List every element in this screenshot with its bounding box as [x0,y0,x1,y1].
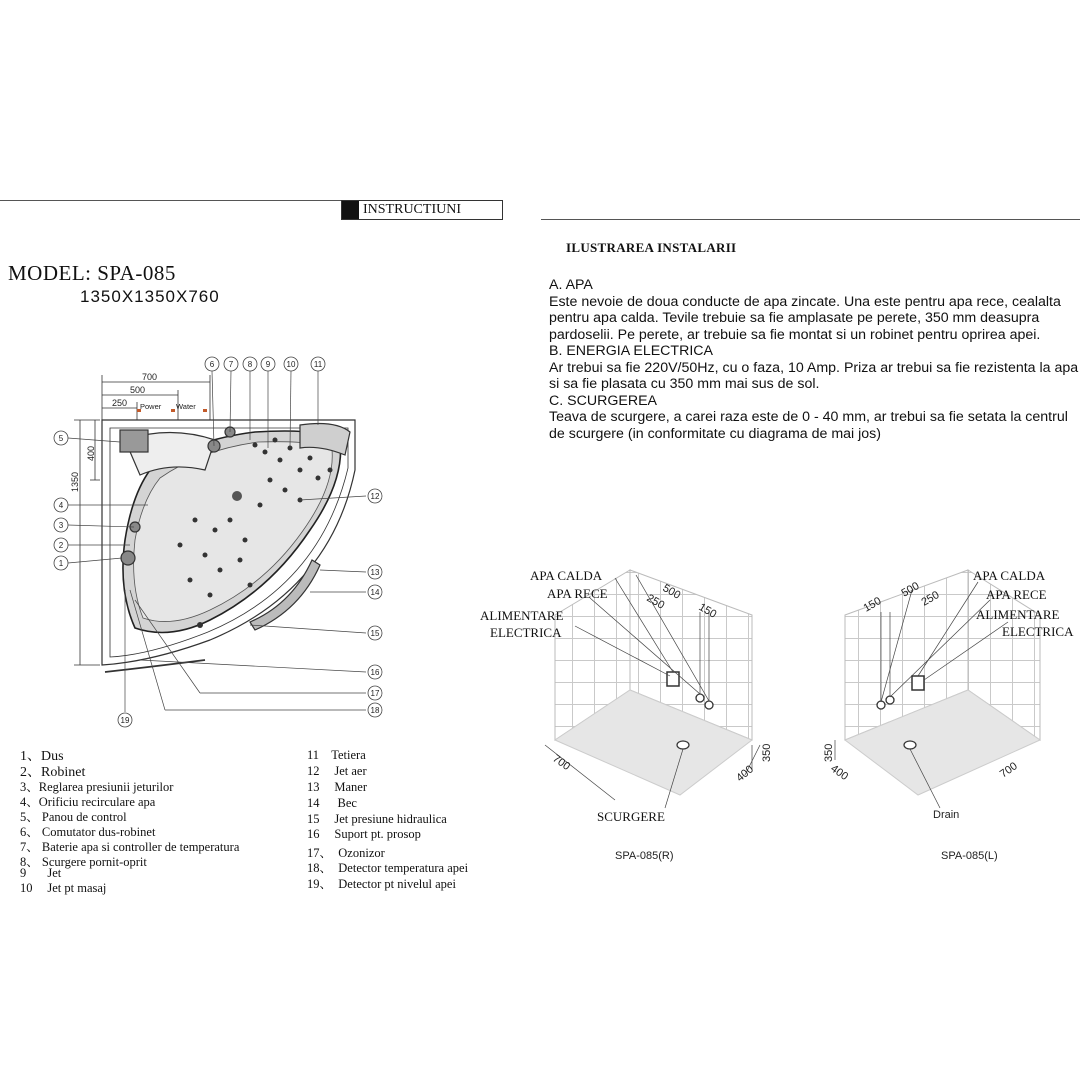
dim-400: 400 [86,445,96,461]
r-d250: 250 [644,592,667,612]
model-label: MODEL: SPA-085 [8,261,176,285]
callout-13: 13 [370,568,380,577]
r-alim-1: ALIMENTARE [480,608,564,623]
legend-item: 15 Jet presiune hidraulica [307,812,447,826]
legend-item: 18、 Detector temperatura apei [307,861,469,875]
legend-item: 14 Bec [307,796,357,810]
l-caption: SPA-085(L) [941,850,998,862]
r-d700: 700 [550,752,573,773]
install-c-text: Teava de scurgere, a carei raza este de 0 - 40 mm, ar trebui sa fie setata la centrul de scurgere (in conformitate cu diagrama de mai jos) [549,409,1068,442]
r-apa-calda: APA CALDA [530,568,603,583]
l-apa-calda: APA CALDA [973,568,1046,583]
model-size: 1350X1350X760 [80,287,220,306]
r-d500: 500 [660,582,683,602]
dim-700: 700 [142,372,158,382]
legend-item: 10 Jet pt masaj [20,881,107,895]
callout-2: 2 [58,541,64,550]
callout-8: 8 [247,360,253,369]
legend-item: 12 Jet aer [307,764,367,778]
callout-4: 4 [58,501,64,510]
dim-1350: 1350 [70,471,80,492]
l-d250: 250 [919,589,942,609]
r-apa-rece: APA RECE [547,586,608,601]
header-tag-text: INSTRUCTIUNI [363,202,461,217]
install-c-title: C. SCURGEREA [549,392,657,409]
install-a-text: Este nevoie de doua conducte de apa zincate. Una este pentru apa rece, cealalta pentru apa calda. Tevile trebuie sa fie amplasate pe perete, 350 mm deasupra pardoselii. Pe perete, ar trebuie sa fie montat si un robinet pentru oprirea apei. [549,293,1061,343]
tub-top-view [102,420,355,672]
r-d350: 350 [761,743,773,762]
r-drain: SCURGERE [597,809,665,824]
callout-12: 12 [370,492,380,501]
callout-14: 14 [370,588,380,597]
dim-water: Water [176,402,196,411]
callout-19: 19 [120,716,130,725]
legend-item: 7、 Baterie apa si controller de temperatura [20,840,240,854]
l-alim-2: ELECTRICA [1002,624,1074,639]
legend-item: 5、 Panou de control [20,810,127,824]
legend-item: 19、 Detector pt nivelul apei [307,877,456,891]
callout-16: 16 [370,668,380,677]
callout-10: 10 [286,360,296,369]
l-alim-1: ALIMENTARE [976,607,1060,622]
dim-power: Power [140,402,162,411]
r-d150: 150 [696,601,719,621]
legend-item: 13 Maner [307,780,367,794]
callout-6: 6 [209,360,215,369]
callout-15: 15 [370,629,380,638]
legend-item: 17、 Ozonizor [307,846,385,860]
l-d150: 150 [861,595,884,615]
l-d500: 500 [899,580,922,600]
r-d400: 400 [734,763,756,785]
legend-item: 2、Robinet [20,765,86,780]
install-title: ILUSTRAREA INSTALARII [566,240,737,255]
legend-item: 6、 Comutator dus-robinet [20,825,156,839]
legend-item: 1、Dus [20,749,64,764]
dim-250: 250 [112,398,128,408]
legend-item: 11 Tetiera [307,748,366,762]
install-b-title: B. ENERGIA ELECTRICA [549,343,713,359]
callout-3: 3 [58,521,64,530]
legend-item: 9 Jet [20,866,62,880]
callout-11: 11 [313,360,323,369]
l-d350: 350 [823,743,835,762]
callout-18: 18 [370,706,380,715]
callout-7: 7 [228,360,234,369]
r-alim-2: ELECTRICA [490,625,562,640]
legend-item: 8、 Scurgere pornit-oprit [20,855,147,869]
callout-17: 17 [370,689,380,698]
callout-1: 1 [58,559,64,568]
legend-item: 16 Suport pt. prosop [307,827,421,841]
l-drain: Drain [933,809,960,821]
l-d700: 700 [997,760,1020,781]
install-b-text: Ar trebui sa fie 220V/50Hz, cu o faza, 10 Amp. Priza ar trebui sa fie rezistenta la apa si sa fie plasata cu 350 mm mai sus de sol. [549,359,1079,392]
callout-9: 9 [265,360,271,369]
install-a-title: A. APA [549,277,593,293]
legend-item: 3、Reglarea presiunii jeturilor [20,780,174,794]
dim-500: 500 [130,385,146,395]
callout-5: 5 [58,434,64,443]
l-d400: 400 [828,762,851,783]
r-caption: SPA-085(R) [615,850,674,862]
legend-item: 4、Orificiu recirculare apa [20,795,156,809]
install-text [549,277,1079,442]
l-apa-rece: APA RECE [986,587,1047,602]
